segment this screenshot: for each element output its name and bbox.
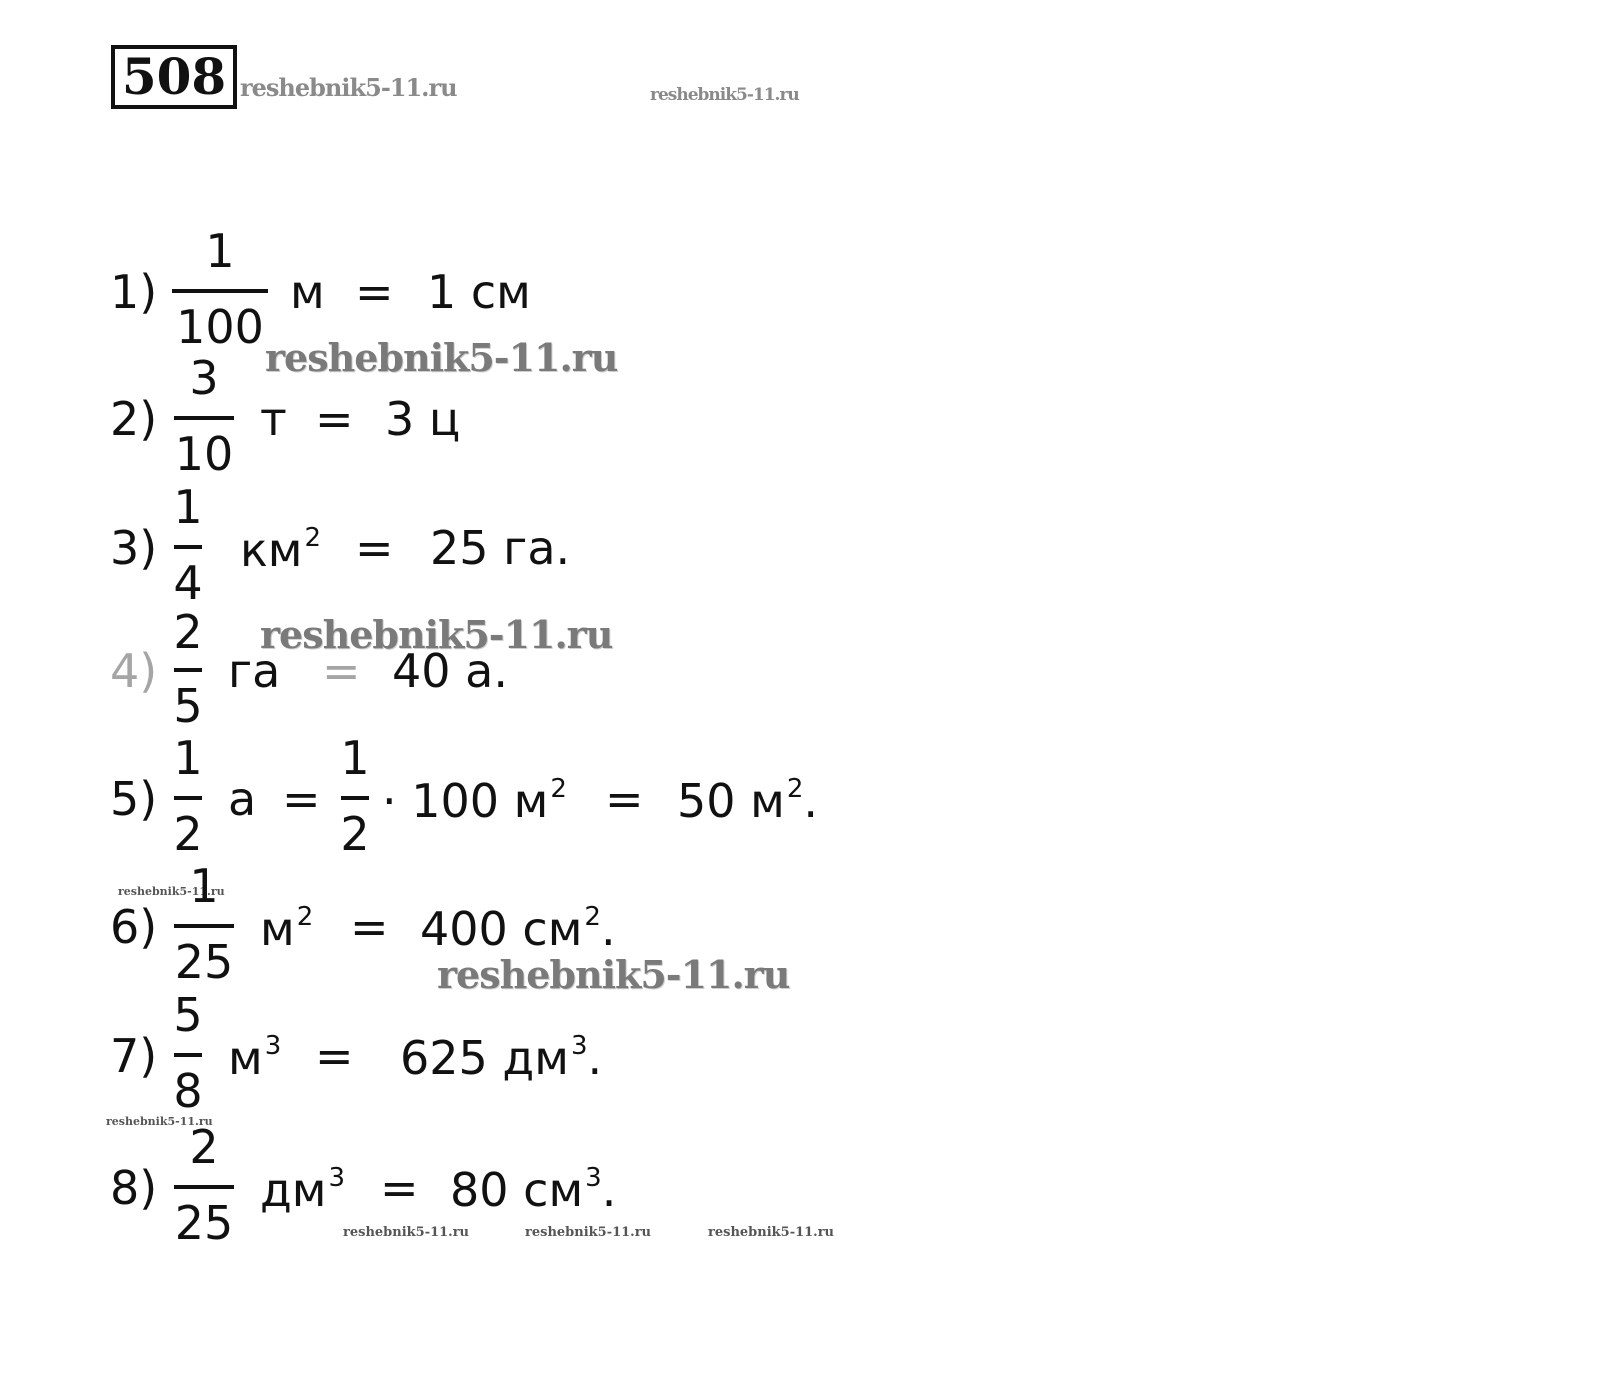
- fraction-numerator: 1: [340, 731, 370, 785]
- unit: т: [260, 392, 287, 446]
- fraction-bar: [172, 289, 268, 293]
- equals-sign: =: [380, 1161, 419, 1215]
- watermark: reshebnik5-11.ru: [650, 85, 799, 105]
- unit: $дм^3$: [260, 1163, 346, 1217]
- unit: га: [228, 644, 281, 698]
- item-label: 1): [110, 265, 158, 319]
- exponent: 3: [264, 1031, 282, 1061]
- unit: $км^2$: [240, 523, 322, 577]
- fraction-denominator: 2: [173, 807, 203, 861]
- fraction-denominator: 2: [340, 807, 370, 861]
- fraction-denominator: 8: [173, 1064, 203, 1118]
- exponent: 3: [570, 1031, 588, 1061]
- fraction-bar: [174, 545, 202, 549]
- watermark: reshebnik5-11.ru: [437, 952, 790, 997]
- fraction-denominator: 25: [174, 935, 234, 989]
- exponent: 3: [585, 1163, 602, 1193]
- fraction-bar: [174, 416, 234, 420]
- fraction-denominator: 10: [174, 427, 234, 481]
- fraction-numerator: 2: [189, 1120, 219, 1174]
- exponent: 2: [296, 902, 314, 932]
- item-label: 4): [110, 644, 158, 698]
- fraction-bar: [174, 796, 202, 800]
- unit: $м^3$: [228, 1031, 282, 1085]
- item-label: 3): [110, 521, 158, 575]
- watermark: reshebnik5-11.ru: [708, 1225, 835, 1240]
- watermark: reshebnik5-11.ru: [525, 1225, 652, 1240]
- result: 50 $м^2$.: [677, 774, 819, 828]
- result: 3 ц: [385, 392, 461, 446]
- item-label: 2): [110, 392, 158, 446]
- fraction-numerator: 1: [173, 731, 203, 785]
- unit: $м^2$: [260, 902, 314, 956]
- unit: м: [290, 265, 325, 319]
- task-number: 508: [111, 45, 237, 109]
- fraction-numerator: 5: [173, 988, 203, 1042]
- fraction-numerator: 2: [173, 605, 203, 659]
- fraction-bar: [174, 668, 202, 672]
- fraction-bar: [174, 924, 234, 928]
- watermark: reshebnik5-11.ru: [343, 1225, 470, 1240]
- fraction-denominator: 5: [173, 679, 203, 733]
- equals-sign: =: [355, 521, 394, 575]
- watermark: reshebnik5-11.ru: [260, 612, 613, 657]
- equals-sign: =: [605, 772, 644, 826]
- fraction-denominator: 4: [173, 556, 203, 610]
- unit: а: [228, 772, 257, 826]
- watermark: reshebnik5-11.ru: [265, 335, 618, 380]
- result: 25 га.: [430, 521, 571, 575]
- result: 40 а.: [392, 644, 508, 698]
- fraction-numerator: 1: [205, 224, 235, 278]
- fraction-numerator: 1: [173, 480, 203, 534]
- exponent: 2: [786, 774, 804, 804]
- watermark: reshebnik5-11.ru: [106, 1115, 213, 1128]
- fraction-denominator: 100: [176, 300, 264, 354]
- fraction-denominator: 25: [174, 1196, 234, 1250]
- item-label: 6): [110, 900, 158, 954]
- fraction-bar: [174, 1053, 202, 1057]
- equals-sign: =: [315, 392, 354, 446]
- equals-sign: =: [355, 265, 394, 319]
- item-label: 8): [110, 1161, 158, 1215]
- result: 625 $дм^3$.: [400, 1031, 603, 1085]
- exponent: 3: [328, 1163, 346, 1193]
- product: · 100 $м^2$: [382, 774, 567, 828]
- fraction-bar: [341, 796, 369, 800]
- result: 400 $см^2$.: [420, 902, 616, 956]
- equals-sign: =: [350, 900, 389, 954]
- item-label: 5): [110, 772, 158, 826]
- equals-sign: =: [282, 772, 321, 826]
- item-label: 7): [110, 1029, 158, 1083]
- equals-sign: =: [322, 644, 361, 698]
- watermark: reshebnik5-11.ru: [240, 73, 457, 102]
- watermark: reshebnik5-11.ru: [118, 885, 225, 898]
- exponent: 2: [584, 902, 601, 932]
- fraction-numerator: 3: [189, 351, 219, 405]
- equals-sign: =: [315, 1029, 354, 1083]
- fraction-bar: [174, 1185, 234, 1189]
- fraction-numerator: 1: [189, 859, 219, 913]
- exponent: 2: [550, 774, 567, 804]
- exponent: 2: [304, 523, 322, 553]
- result: 1 см: [427, 265, 531, 319]
- result: 80 $см^3$.: [450, 1163, 617, 1217]
